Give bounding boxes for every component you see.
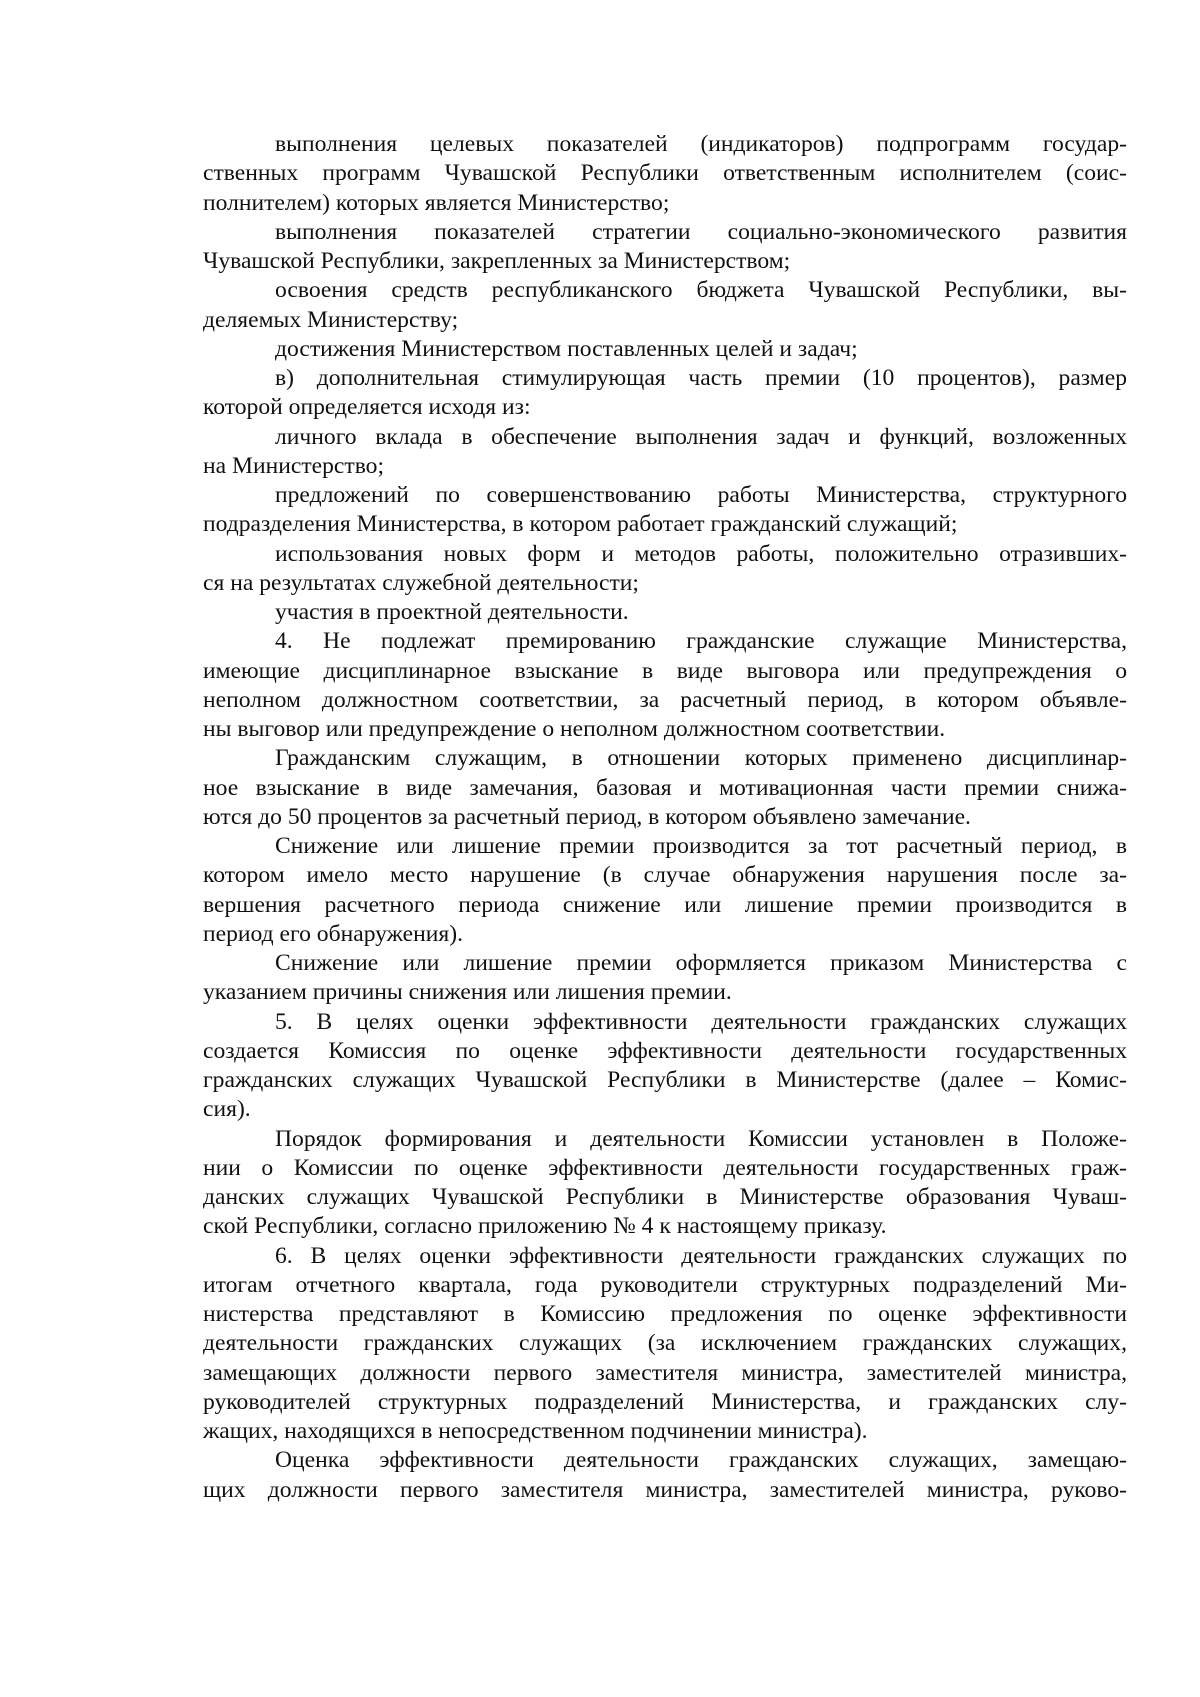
paragraph-line: деятельности гражданских служащих (за исключением гражданских служащих, [203, 1330, 1127, 1357]
paragraph-line: нии о Комиссии по оценке эффективности деятельности государственных граж- [203, 1154, 1127, 1181]
document-body [203, 130, 1127, 1505]
paragraph-line: на Министерство; [203, 452, 385, 479]
paragraph [203, 218, 1127, 277]
paragraph [203, 744, 1127, 832]
paragraph [203, 1446, 1127, 1505]
paragraph-line: деляемых Министерству; [203, 306, 459, 333]
paragraph [203, 832, 1127, 949]
paragraph-line: ное взыскание в виде замечания, базовая и мотивационная части премии снижа- [203, 774, 1127, 801]
paragraph [203, 540, 1127, 599]
paragraph-line: ской Республики, согласно приложению № 4 к настоящему приказу. [203, 1213, 887, 1240]
paragraph-line: полнителем) которых является Министерство; [203, 189, 670, 216]
paragraph-line: замещающих должности первого заместителя министра, заместителей министра, [203, 1359, 1127, 1386]
paragraph [203, 276, 1127, 335]
paragraph-line: вершения расчетного периода снижение или лишение премии производится в [203, 891, 1127, 918]
paragraph-line: 4. Не подлежат премированию гражданские служащие Министерства, [275, 628, 1127, 655]
paragraph-line: освоения средств республиканского бюджета Чувашской Республики, вы- [275, 277, 1127, 304]
paragraph-line: выполнения целевых показателей (индикаторов) подпрограмм государ- [275, 131, 1127, 157]
paragraph [203, 130, 1127, 218]
paragraph-line: Чувашской Республики, закрепленных за Министерством; [203, 248, 791, 274]
paragraph-line: сия). [203, 1096, 251, 1123]
paragraph-line: Снижение или лишение премии производится за тот расчетный период, в [275, 833, 1127, 859]
paragraph-line: ны выговор или предупреждение о неполном должностном соответствии. [203, 716, 946, 742]
paragraph-line: жащих, находящихся в непосредственном подчинении министра). [203, 1418, 868, 1444]
paragraph [203, 949, 1127, 1008]
paragraph [203, 364, 1127, 423]
paragraph-line: 5. В целях оценки эффективности деятельности гражданских служащих [275, 1008, 1127, 1035]
paragraph-line: период его обнаружения). [203, 920, 463, 947]
paragraph-line: достижения Министерством поставленных целей и задач; [275, 335, 858, 362]
paragraph-line: ются до 50 процентов за расчетный период, в котором объявлено замечание. [203, 803, 971, 830]
paragraph-line: ся на результатах служебной деятельности; [203, 569, 639, 596]
paragraph [203, 1125, 1127, 1242]
paragraph-line: нистерства представляют в Комиссию предложения по оценке эффективности [203, 1301, 1127, 1327]
paragraph-line: указанием причины снижения или лишения премии. [203, 979, 732, 1006]
paragraph-line: участия в проектной деятельности. [275, 599, 629, 625]
paragraph-line: итогам отчетного квартала, года руководители структурных подразделений Ми- [203, 1271, 1127, 1298]
paragraph [203, 1008, 1127, 1125]
paragraph [203, 1242, 1127, 1447]
paragraph-line: предложений по совершенствованию работы Министерства, структурного [275, 482, 1127, 508]
paragraph-line: 6. В целях оценки эффективности деятельности гражданских служащих по [275, 1242, 1127, 1269]
paragraph-line: Порядок формирования и деятельности Комиссии установлен в Положе- [275, 1125, 1127, 1152]
paragraph-line: гражданских служащих Чувашской Республики в Министерстве (далее – Комис- [203, 1067, 1127, 1093]
paragraph-line: руководителей структурных подразделений Министерства, и гражданских слу- [203, 1388, 1127, 1415]
paragraph-line: Снижение или лишение премии оформляется приказом Министерства с [275, 950, 1127, 976]
paragraph [203, 335, 1127, 364]
paragraph-line: выполнения показателей стратегии социально-экономического развития [275, 218, 1127, 245]
paragraph [203, 481, 1127, 540]
paragraph-line: личного вклада в обеспечение выполнения задач и функций, возложенных [275, 423, 1127, 450]
paragraph [203, 598, 1127, 627]
paragraph-line: создается Комиссия по оценке эффективности деятельности государственных [203, 1037, 1127, 1064]
paragraph [203, 423, 1127, 482]
paragraph-line: Гражданским служащим, в отношении которых применено дисциплинар- [275, 745, 1127, 772]
paragraph-line: котором имело место нарушение (в случае обнаружения нарушения после за- [203, 862, 1127, 889]
paragraph-line: данских служащих Чувашской Республики в Министерстве образования Чуваш- [203, 1184, 1127, 1210]
paragraph-line: имеющие дисциплинарное взыскание в виде выговора или предупреждения о [203, 657, 1127, 684]
paragraph-line: неполном должностном соответствии, за расчетный период, в котором объявле- [203, 686, 1127, 713]
paragraph-line: ственных программ Чувашской Республики ответственным исполнителем (соис- [203, 160, 1127, 187]
paragraph-line: Оценка эффективности деятельности гражданских служащих, замещаю- [275, 1447, 1127, 1474]
paragraph [203, 627, 1127, 744]
paragraph-line: в) дополнительная стимулирующая часть премии (10 процентов), размер [275, 365, 1127, 391]
paragraph-line: щих должности первого заместителя министра, заместителей министра, руково- [203, 1476, 1127, 1503]
paragraph-line: подразделения Министерства, в котором работает гражданский служащий; [203, 511, 958, 538]
paragraph-line: использования новых форм и методов работы, положительно отразивших- [275, 540, 1127, 567]
paragraph-line: которой определяется исходя из: [203, 394, 531, 421]
